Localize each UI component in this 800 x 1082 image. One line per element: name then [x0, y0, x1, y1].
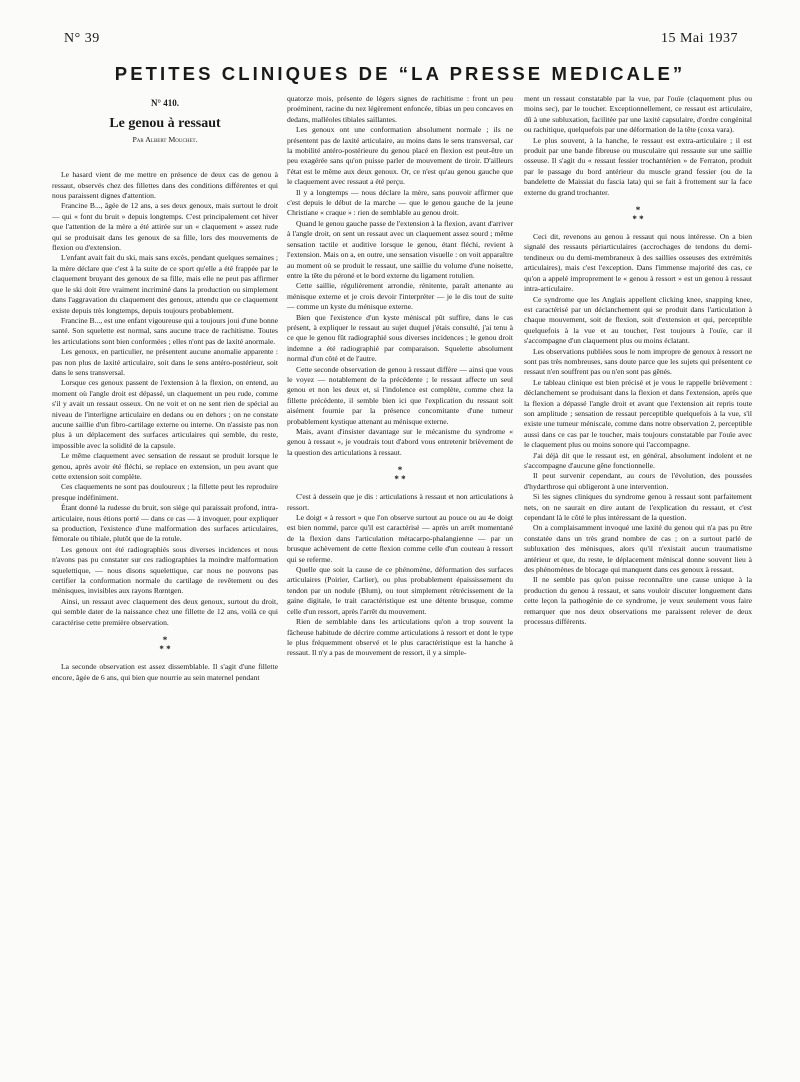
- paragraph: Il y a longtemps — nous déclare la mère, sans pouvoir affirmer que c'est depuis le début de la marche — que le genou gauche de la jeune Christiane « craque » : rien de semblable au genou droit.: [287, 187, 513, 218]
- article-author: Par Albert Mouchet.: [132, 134, 198, 144]
- paragraph: Francine B..., âgée de 12 ans, a ses deux genoux, mais surtout le droit — qui « font du bruit » depuis longtemps. C'est principalement cet hiver que l'attention de la mère a été attirée sur un « claquement » assez rude qui se produisait dans les genoux de sa fille, lors des mouvements de flexion ou d'extension.: [52, 201, 278, 253]
- paragraph: Quand le genou gauche passe de l'extension à la flexion, avant d'arriver à l'angle droit, on sent un ressaut avec un claquement assez sourd ; même sensation tactile et auditive lorsque le genou, étant fléchi, revient à l'extension. Mais on a, en outre, une sensation visuelle : on voit apparaître au moment où se produit le ressaut, une saillie du volume d'une noisette, entre la tête du péroné et le bord externe du ligament rotulien.: [287, 218, 513, 280]
- paragraph: Il peut survenir cependant, au cours de l'évolution, des poussées d'hydarthrose qui obligeront à une intervention.: [524, 471, 752, 491]
- paragraph: L'enfant avait fait du ski, mais sans excès, pendant quelques semaines ; la mère déclare que c'est à la suite de ce sport qu'elle a été frappée par le claquement bruyant des genoux de sa fille, mais elle ne peut pas affirmer que le ski doit être vraiment incriminé dans la production ou simplement dans l'aggravation du claquement des genoux, attendu que ce claquement existe depuis très longtemps, depuis toujours probablement.: [52, 253, 278, 315]
- paragraph: La seconde observation est assez dissemblable. Il s'agit d'une fillette encore, âgée de 6 ans, qui bien que nourrie au sein maternel pendant: [52, 662, 278, 682]
- paragraph: Bien que l'existence d'un kyste méniscal pût suffire, dans le cas présent, à expliquer le ressaut au sujet duquel j'étais consulté, j'ai tenu à ce que le genou fût radiographié sous diverses incidences ; le genou droit indemne a été radiographié par comparaison. Squelette absolument normal d'un côté et de l'autre.: [287, 312, 513, 364]
- paragraph: Le doigt « à ressort » que l'on observe surtout au pouce ou au 4e doigt est bien nommé, parce qu'il est caractérisé — après un arrêt momentané de la flexion dans l'articulation métacarpo-phalangienne — par un brusque achèvement de cette flexion comme celle d'un couteau à ressort qui se referme.: [287, 513, 513, 564]
- paragraph: On a complaisamment invoqué une laxité du genou qui n'a pas pu être constatée dans un très grand nombre de cas ; on a surtout parlé de subluxation des ménisques, alors qu'il n'existait aucun traumatisme antérieur et que, du reste, le déplacement méniscal donne souvent lieu à des phénomènes de blocage qui manquent dans ces genoux à ressaut.: [524, 523, 752, 575]
- paragraph: Le hasard vient de me mettre en présence de deux cas de genou à ressaut, observés chez des fillettes dans des conditions différentes et qui nous paraissent dignes d'attention.: [52, 170, 278, 201]
- article-number: N° 410.: [150, 98, 180, 108]
- masthead: PETITES CLINIQUES DE “LA PRESSE MEDICALE”: [114, 63, 686, 84]
- paragraph: Le tableau clinique est bien précisé et je vous le rappelle brièvement : déclanchement se produisant dans la flexion et dans l'extension, après que la flexion a dépassé l'angle droit et avant que l'extension ait repris toute son amplitude ; sensation de ressaut perceptible quelquefois à la vue, s'il existe une tumeur méniscale, comme dans notre observation 2, perceptible aussi dans ce cas par le toucher, mais toujours constatable par l'ouïe avec le claquement plus ou moins sonore qui l'accompagne.: [524, 377, 752, 450]
- paragraph: Ce syndrome que les Anglais appellent clicking knee, snapping knee, est caractérisé par un déclanchement qui se produit dans l'articulation à chaque mouvement, soit de flexion, soit d'extension et qui, perceptible quelquefois à la vue et au toucher, l'est toujours à l'ouïe, car il s'accompagne d'un claquement plus ou moins éclatant.: [524, 294, 752, 346]
- paragraph: Cette saillie, régulièrement arrondie, rénitente, paraît attenante au ménisque externe et je crois devoir l'interpréter — je le dis tout de suite — comme un kyste du ménisque externe.: [287, 281, 513, 312]
- paragraph: Francine B..., est une enfant vigoureuse qui a toujours joui d'une bonne santé. Son squelette est normal, sans aucune trace de rachitisme. Toutes les articulations sont bien conformées ; elles n'ont pas de laxité anormale.: [52, 315, 278, 346]
- paragraph: Cette seconde observation de genou à ressaut diffère — ainsi que vous le voyez — notablement de la précédente ; le ressaut affecte un seul genou et non les deux et, si l'indolence est complète, comme chez la fillette précédente, il semble bien ici que l'explication du ressaut soit aisément fournie par la présence concomitante d'une tumeur probablement kystique attenant au ménisque externe.: [287, 364, 513, 426]
- paragraph: Mais, avant d'insister davantage sur le mécanisme du syndrome « genou à ressaut », je voudrais tout d'abord vous entretenir brièvement de la question des articulations à ressaut.: [287, 427, 513, 457]
- paragraph: Si les signes cliniques du syndrome genou à ressaut sont parfaitement nets, on ne saurait en dire autant de l'explication du ressaut, et c'est cependant là le côté le plus intéressant de la question.: [524, 492, 752, 523]
- section-separator: * * *: [632, 205, 644, 225]
- paragraph: Le même claquement avec sensation de ressaut se produit lorsque le genou, après avoir été fléchi, se replace en extension, un peu avant que cette extension soit complète.: [52, 451, 278, 481]
- paragraph: Ces claquements ne sont pas douloureux ; la fillette peut les reproduire presque indéfiniment.: [52, 482, 278, 502]
- column-2: [287, 94, 513, 659]
- paragraph: Le plus souvent, à la hanche, le ressaut est extra-articulaire ; il est produit par une bande fibreuse ou musculaire qui ressaute sur une saillie osseuse. Il s'agit du « ressaut fessier trochantérien » de Ferraton, produit par le passage du bord antérieur du muscle grand fessier (ou de la bandelette de Maissiat du fascia lata) qui se fait à frottement sur la face externe du grand trochanter.: [524, 135, 752, 197]
- paragraph: Ainsi, un ressaut avec claquement des deux genoux, surtout du droit, qui semble dater de la naissance chez une fillette de 12 ans, voilà ce qui caractérise cette première observation.: [52, 596, 278, 627]
- column-1: [52, 94, 278, 683]
- paragraph: Rien de semblable dans les articulations qu'on a trop souvent la fâcheuse habitude de décrire comme articulations à ressort et dont le type le plus fréquemment observé et le plus caractéristique est la hanche à ressaut. Il n'y a pas de mouvement de ressort, il y a simple-: [287, 617, 513, 658]
- section-separator: * * *: [159, 635, 171, 655]
- column-3: [524, 94, 752, 628]
- paragraph: Ceci dit, revenons au genou à ressaut qui nous intéresse. On a bien signalé des ressauts périarticulaires (accrochages de tendons du demi-tendineux ou du demi-membraneux à des saillies osseuses des extrémités articulaires), mais c'est l'exception. Dans l'immense majorité des cas, ce qu'on a appelé improprement le « genou à ressort » est un genou à ressaut intra-articulaire.: [524, 232, 752, 294]
- paragraph: Étant donné la rudesse du bruit, son siège qui paraissait profond, intra-articulaire, nous étions porté — dans ce cas — à invoquer, pour expliquer sa production, l'existence d'une malformation des surfaces articulaires, fémorale ou tibiale, plutôt que de la rotule.: [52, 503, 278, 544]
- article-title: Le genou à ressaut: [109, 116, 221, 132]
- paragraph: J'ai déjà dit que le ressaut est, en général, absolument indolent et ne s'accompagne d'aucune gêne fonctionnelle.: [524, 450, 752, 470]
- paragraph: Les genoux ont été radiographiés sous diverses incidences et nous n'avons pas pu constater sur ces radiographies la moindre malformation squelettique, — nous disons squelettique, car nous ne pouvons pas certifier la conformation normale du cartilage de revêtement ou des ménisques, invisibles aux rayons Rœntgen.: [52, 544, 278, 596]
- paragraph: ment un ressaut constatable par la vue, par l'ouïe (claquement plus ou moins sec), par le toucher. Exceptionnellement, ce ressaut est articulaire, dû à une subluxation, facilitée par une laxité capsulaire, d'ordre congénital ou rachitique, quelquefois par une déformation de la tête (coxa vara).: [524, 94, 752, 135]
- paragraph: quatorze mois, présente de légers signes de rachitisme : front un peu proéminent, racine du nez légèrement enfoncée, tibias un peu concaves en dedans, malléoles tibiales saillantes.: [287, 94, 513, 124]
- paragraph: C'est à dessein que je dis : articulations à ressaut et non articulations à ressort.: [287, 492, 513, 512]
- issue-date: 15 Mai 1937: [660, 31, 738, 46]
- paragraph: Il ne semble pas qu'on puisse reconnaître une cause unique à la production du genou à ressaut, et sans vouloir discuter longuement dans cette leçon la pathogénie de ce syndrome, je veux seulement vous faire remarquer que nos deux observations me paraissent relever de deux processus différents.: [524, 575, 752, 627]
- paragraph: Lorsque ces genoux passent de l'extension à la flexion, on entend, au moment où l'angle droit est dépassé, un claquement un peu rude, comme s'il y avait un ressaut osseux. On ne voit et on ne sent rien de spécial au niveau de l'interligne articulaire en dedans ou en dehors ; on ne constate aucune saillie d'un fibro-cartilage externe ou interne. On n'assiste pas non plus à un déplacement des surfaces articulaires qui semble, du reste, impossible avec la solidité de la capsule.: [52, 378, 278, 450]
- paragraph: Les genoux, en particulier, ne présentent aucune anomalie apparente : pas non plus de laxité articulaire, soit dans le sens antéro-postérieur, soit dans le sens transversal.: [52, 347, 278, 377]
- section-separator: * * *: [394, 465, 406, 485]
- paragraph: Les observations publiées sous le nom impropre de genoux à ressort ne sont pas très nombreuses, sans doute parce que les sujets qui présentent ce ressaut n'en souffrent pas ou n'en sont pas gênés.: [524, 346, 752, 377]
- paragraph: Les genoux ont une conformation absolument normale ; ils ne présentent pas de laxité articulaire, au moins dans le sens transversal, car la mobilité antéro-postérieure du genou placé en flexion est peut-être un peu exagérée sans qu'on puisse parler de mouvement de tiroir. D'ailleurs l'état est le même aux deux genoux. Or, ce n'est qu'au genou gauche que le claquement avec ressaut a été perçu.: [287, 125, 513, 187]
- paragraph: Quelle que soit la cause de ce phénomène, déformation des surfaces articulaires (Poirier, Carlier), ou plus probablement épaississement du tendon par un nodule (Blum), ou tout simplement rétrécissement de la gaine digitale, le trait caractéristique est une détente brusque, comme celle d'un ressort, après l'arrêt du mouvement.: [287, 565, 513, 616]
- issue-number: N° 39: [64, 31, 100, 46]
